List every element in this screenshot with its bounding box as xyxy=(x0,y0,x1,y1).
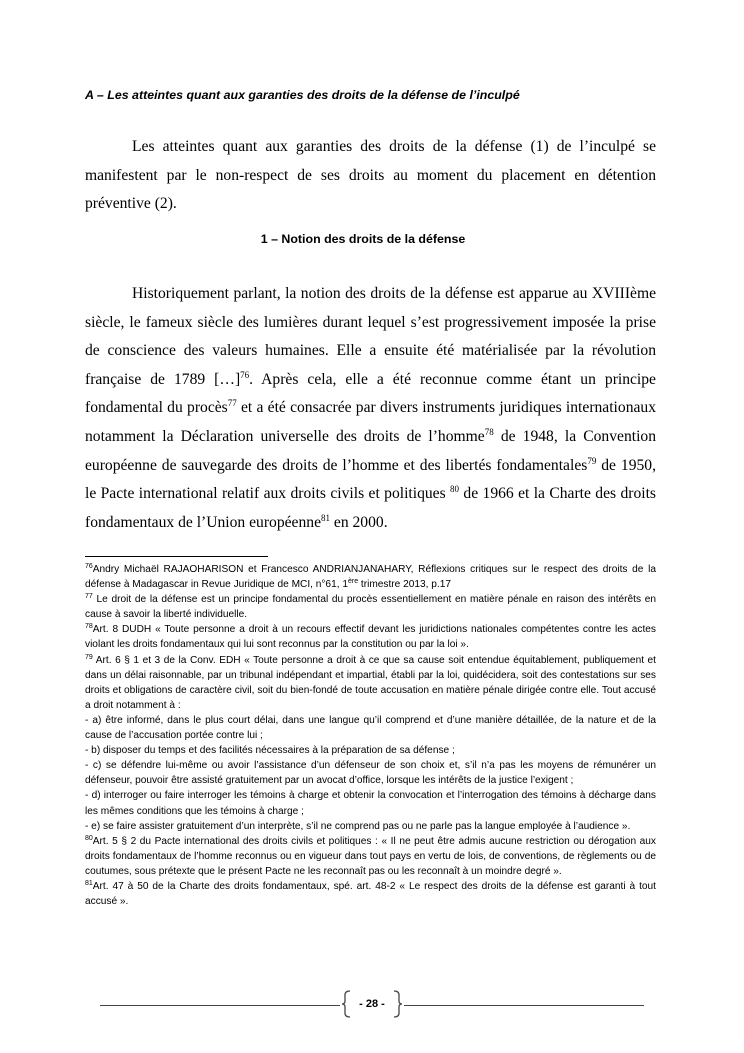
footnotes xyxy=(85,562,656,909)
paragraph-text: . Après cela, elle a été reconnue comme étant un principe fondamental du procès xyxy=(85,370,656,417)
footnote-text: Art. 5 § 2 du Pacte international des droits civils et politiques : « Il ne peut être admis aucune restriction ou dérogation aux droits fondamentaux de l’homme reconnus ou en vigueur dans tout pays en vertu de lois, de conventions, de règlements ou de coutumes, sous prétexte que le présent Pacte ne les reconnaît pas ou les reconnaît à un moindre degré ». xyxy=(85,835,656,877)
footnote-80 xyxy=(85,834,656,879)
page-number: - 28 - xyxy=(359,998,385,1010)
footnote-number: 78 xyxy=(85,623,93,631)
paragraph-text: de 1966 et la Charte des droits fondamentaux de l’Union européenne xyxy=(85,485,656,531)
footnote-ref-79: 79 xyxy=(587,455,597,466)
footnote-number: 81 xyxy=(85,879,93,887)
page-footer xyxy=(100,990,644,1020)
footnote-79-item-c: - c) se défendre lui-même ou avoir l’assistance d’un défenseur de son choix et, s’il n’a pas les moyens de rémunérer un défenseur, pouvoir être assisté gratuitement par un avocat d’office, lorsque les intérêts de la justice l’exigent ; xyxy=(85,760,656,787)
section-title: A – Les atteintes quant aux garanties des droits de la défense de l’inculpé xyxy=(85,88,520,102)
footnote-81 xyxy=(85,879,656,909)
footnote-79-item-b: - b) disposer du temps et des facilités nécessaires à la préparation de sa défense ; xyxy=(85,745,455,757)
footnote-number: 77 xyxy=(85,593,93,601)
footnote-ref-78: 78 xyxy=(484,426,494,437)
footer-rule-left xyxy=(100,1005,340,1006)
footnote-ref-77: 77 xyxy=(227,398,237,409)
footnote-79-item-a: - a) être informé, dans le plus court délai, dans une langue qu’il comprend et d’une manière détaillée, de la nature et de la cause de l’accusation portée contre lui ; xyxy=(85,714,656,742)
paragraph-text: de 1950, le Pacte international relatif aux droits civils et politiques xyxy=(85,456,656,503)
footnote-number: 76 xyxy=(85,563,93,570)
footnote-78 xyxy=(85,622,656,652)
footnote-ref-76: 76 xyxy=(240,369,250,380)
left-brace-icon xyxy=(341,990,351,1018)
footnote-text: Art. 47 à 50 de la Charte des droits fondamentaux, spé. art. 48-2 « Le respect des droits de la défense est garanti à tout accusé ». xyxy=(85,880,656,908)
paragraph-text: en 2000. xyxy=(330,513,388,531)
footnote-text: Art. 6 § 1 et 3 de la Conv. EDH « Toute personne a droit à ce que sa cause soit entendue équitablement, publiquement et dans un délai raisonnable, par un tribunal indépendant et impartial, établi par la loi, quidécidera, soit des contestations sur ses droits et obligations de caractère civil, soit du bien-fondé de toute accusation en matière pénale dirigée contre elle. Tout accusé a droit notamment à : xyxy=(85,654,656,711)
subsection-title: 1 – Notion des droits de la défense xyxy=(260,232,466,246)
paragraph-text: et a été consacrée par divers instruments juridiques internationaux notamment la Déclaration universelle des droits de l’homme xyxy=(85,399,656,445)
footer-rule-right xyxy=(404,1005,644,1006)
footnote-77 xyxy=(85,592,656,622)
intro-paragraph: Les atteintes quant aux garanties des droits de la défense (1) de l’inculpé se manifestent par le non-respect de ses droits au moment du placement en détention préventive (2). xyxy=(85,138,656,213)
footnote-number: 80 xyxy=(85,834,93,842)
footnote-ref-81: 81 xyxy=(321,512,330,523)
footnote-ref-80: 80 xyxy=(450,484,460,495)
footnote-separator xyxy=(85,556,268,557)
paragraph-text: de 1948, la Convention européenne de sauvegarde des droits de l’homme et des libertés fondamentales xyxy=(85,427,656,474)
footnote-76 xyxy=(85,562,656,592)
footnote-79-item-d: - d) interroger ou faire interroger les témoins à charge et obtenir la convocation et l’interrogation des témoins à décharge dans les mêmes conditions que les témoins à charge ; xyxy=(85,790,656,817)
footnote-text: Art. 8 DUDH « Toute personne a droit à un recours effectif devant les juridictions nationales compétentes contre les actes violant les droits fondamentaux qui lui sont reconnus par la constitution ou par la loi ». xyxy=(85,624,656,651)
footnote-text: trimestre 2013, p.17 xyxy=(358,579,451,591)
ordinal-suffix: ère xyxy=(347,578,359,586)
footnote-number: 79 xyxy=(85,653,93,661)
footnote-79-item-e: - e) se faire assister gratuitement d’un interprète, s’il ne comprend pas ou ne parle pas la langue employée à l’audience ». xyxy=(85,820,631,832)
footnote-text: Le droit de la défense est un principe fondamental du procès essentiellement en matière pénale en raison des intérêts en cause à savoir la liberté individuelle. xyxy=(85,594,656,621)
paragraph-text: Historiquement parlant, la notion des droits de la défense est apparue au XVIIIème siècle, le fameux siècle des lumières durant lequel s’est progressivement imposée la prise de conscience des valeurs humaines. Elle a ensuite été matérialisée par la révolution française de 1789 […] xyxy=(85,285,656,388)
footnote-79 xyxy=(85,653,656,713)
footnote-text: Andry Michaël RAJAOHARISON et Francesco ANDRIANJANAHARY, Réflexions critiques sur le respect des droits de la défense à Madagascar in Revue Juridique de MCI, n°61, 1 xyxy=(85,564,656,591)
history-paragraph xyxy=(85,280,656,537)
right-brace-icon xyxy=(393,990,403,1018)
